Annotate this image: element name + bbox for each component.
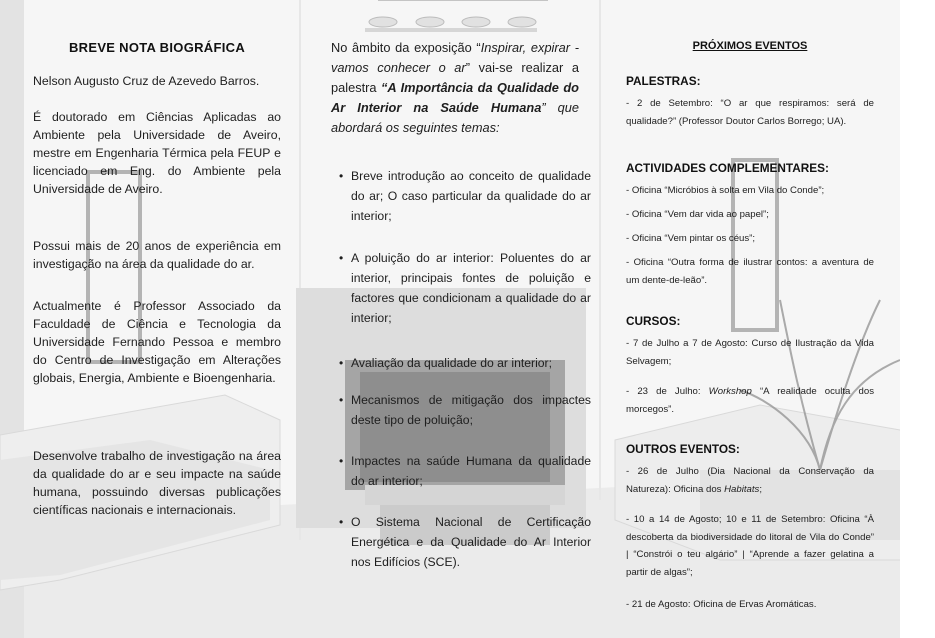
event-name: “A realidade oculta dos morcegos”. xyxy=(626,386,874,415)
event-item: - Oficina “Vem pintar os céus”; xyxy=(626,233,756,244)
intro-text-e: ” que abordará os seguintes temas: xyxy=(331,100,579,135)
exhibition-name: Inspirar, expirar - vamos conhecer o ar xyxy=(331,40,580,75)
bullet-icon: • xyxy=(339,356,344,370)
event-type: Workshop xyxy=(708,386,752,397)
topic-item xyxy=(339,390,591,430)
event-text: - 26 de Julho (Dia Nacional da Conservação da Natureza): Oficina dos xyxy=(626,466,874,495)
topic-text: O Sistema Nacional de Certificação Energética e da Qualidade do Ar Interior nos Edifícios (SCE). xyxy=(351,515,591,569)
biography-title: BREVE NOTA BIOGRÁFICA xyxy=(68,40,246,55)
activities-heading: ACTIVIDADES COMPLEMENTARES: xyxy=(626,161,829,175)
bio-name: Nelson Augusto Cruz de Azevedo Barros. xyxy=(33,74,260,88)
event-date: - 23 de Julho: xyxy=(626,386,709,397)
palestras-heading: PALESTRAS: xyxy=(626,74,701,88)
topic-text: Avaliação da qualidade do ar interior; xyxy=(351,356,553,370)
event-item: - 2 de Setembro: “O ar que respiramos: será de qualidade?” (Professor Doutor Carlos Borrego; UA). xyxy=(626,98,874,127)
bio-paragraph-4: Desenvolve trabalho de investigação na área da qualidade do ar e seu impacte na saúde humana, possuindo diversas publicações científicas nacionais e internacionais. xyxy=(33,449,281,518)
lecture-intro xyxy=(331,38,579,138)
event-text-end: ; xyxy=(759,483,762,495)
bullet-icon: • xyxy=(339,515,344,529)
other-events-heading: OUTROS EVENTOS: xyxy=(626,442,740,456)
topic-item xyxy=(339,512,591,572)
topic-item xyxy=(339,451,591,491)
event-item xyxy=(626,463,874,498)
event-item xyxy=(626,383,874,418)
topic-item xyxy=(339,166,591,226)
bio-paragraph-2: Possui mais de 20 anos de experiência em investigação na área da qualidade do ar. xyxy=(33,239,281,272)
bullet-icon: • xyxy=(339,393,344,407)
lecture-title: “A Importância da Qualidade do Ar Interior na Saúde Humana xyxy=(331,80,579,115)
bullet-icon: • xyxy=(339,251,344,265)
bullet-icon: • xyxy=(339,454,344,468)
topic-text: Breve introdução ao conceito de qualidade do ar; O caso particular da qualidade do ar interior; xyxy=(351,169,591,223)
event-item: - 21 de Agosto: Oficina de Ervas Aromáticas. xyxy=(626,599,817,610)
intro-text-a: No âmbito da exposição “ xyxy=(331,40,481,55)
event-item: - Oficina “Micróbios à solta em Vila do Conde”; xyxy=(626,185,825,196)
event-item: - Oficina “Vem dar vida ao papel”; xyxy=(626,209,769,220)
events-title: PRÓXIMOS EVENTOS xyxy=(692,40,808,52)
bullet-icon: • xyxy=(339,169,344,183)
event-item: - Oficina “Outra forma de ilustrar contos: a aventura de um dente-de-leão”. xyxy=(626,257,874,286)
event-item: - 10 a 14 de Agosto; 10 e 11 de Setembro: Oficina “À descoberta da biodiversidade do litoral de Vila do Conde” | “Constrói o teu algário” | “Aprende a fazer gelatina a partir de algas”; xyxy=(626,514,874,578)
topic-text: A poluição do ar interior: Poluentes do ar interior, principais fontes de poluição e factores que condicionam a qualidade do ar interior; xyxy=(351,251,591,325)
topic-text: Impactes na saúde Humana da qualidade do ar interior; xyxy=(351,454,591,488)
topic-item xyxy=(339,353,591,373)
intro-text-c: ” vai-se realizar a palestra xyxy=(331,60,580,95)
bio-paragraph-1: É doutorado em Ciências Aplicadas ao Ambiente pela Universidade de Aveiro, mestre em Engenharia Térmica pela FEUP e licenciado em Eng. do Ambiente pela Universidade de Aveiro. xyxy=(33,110,281,197)
courses-heading: CURSOS: xyxy=(626,314,681,328)
event-item: - 7 de Julho a 7 de Agosto: Curso de Ilustração da Vida Selvagem; xyxy=(626,338,874,367)
topic-text: Mecanismos de mitigação dos impactes deste tipo de poluição; xyxy=(351,393,591,427)
bio-paragraph-3: Actualmente é Professor Associado da Faculdade de Ciência e Tecnologia da Universidade Fernando Pessoa e membro do Centro de Investigação em Alterações globais, Energia, Ambiente e Bioengenharia. xyxy=(33,299,281,386)
topic-item xyxy=(339,248,591,328)
event-emphasis: Habitats xyxy=(724,483,760,495)
